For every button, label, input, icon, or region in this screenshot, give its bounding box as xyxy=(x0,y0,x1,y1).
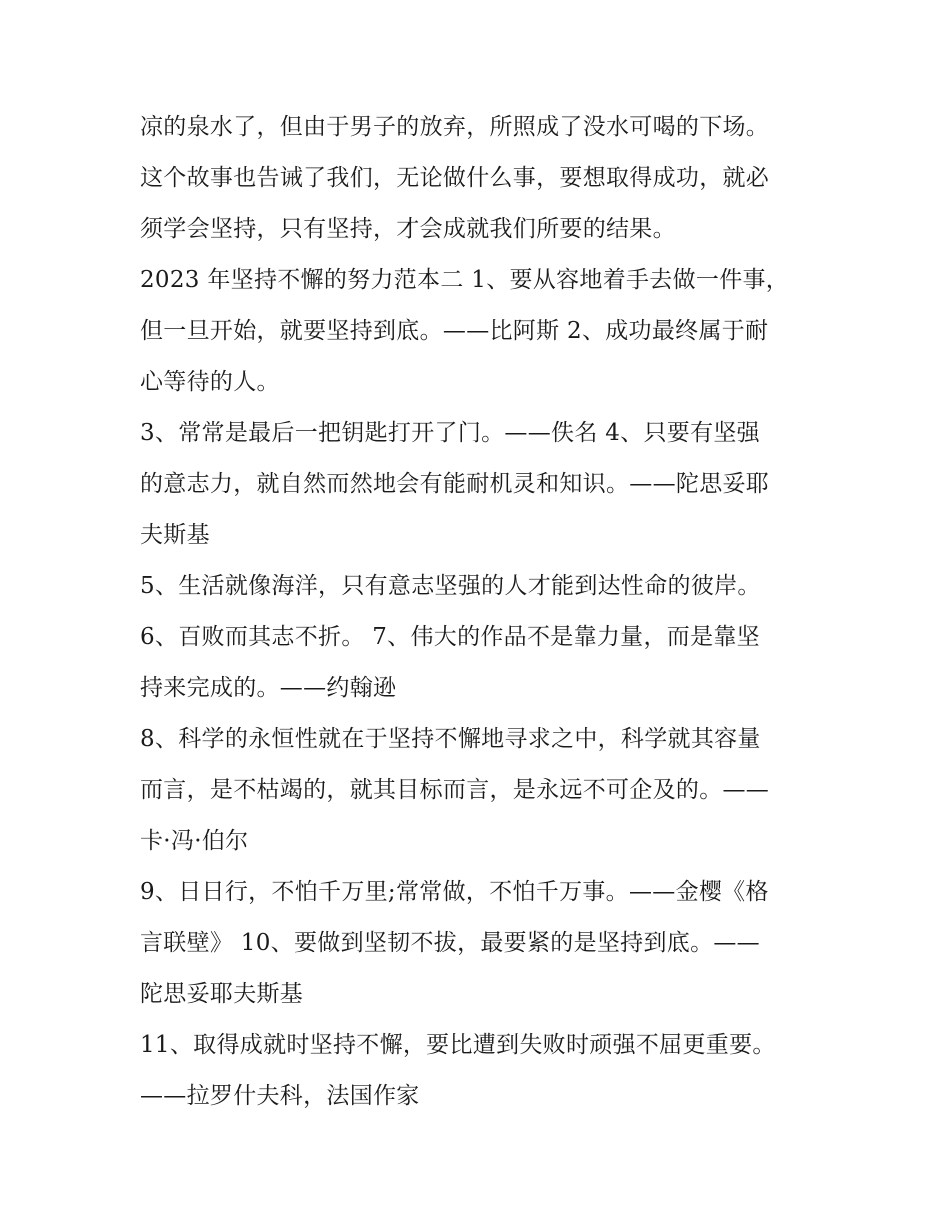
text-line: 心等待的人。 xyxy=(140,369,280,395)
document-body xyxy=(140,102,820,1122)
text-line: 9、日日行，不怕千万里;常常做，不怕千万事。——金樱《格 xyxy=(140,879,769,905)
text-line: 须学会坚持，只有坚持，才会成就我们所要的结果。 xyxy=(140,216,676,242)
text-line: 6、百败而其志不折。 7、伟大的作品不是靠力量，而是靠坚 xyxy=(140,624,760,650)
text-line: 卡·冯·伯尔 xyxy=(140,828,249,854)
text-line: 言联壁》 10、要做到坚韧不拔，最要紧的是坚持到底。—— xyxy=(140,930,760,956)
text-line: 但一旦开始，就要坚持到底。——比阿斯 2、成功最终属于耐 xyxy=(140,318,769,344)
text-line: 凉的泉水了，但由于男子的放弃，所照成了没水可喝的下场。 xyxy=(140,114,770,140)
text-line: 的意志力，就自然而然地会有能耐机灵和知识。——陀思妥耶 xyxy=(140,471,770,497)
text-line: 3、常常是最后一把钥匙打开了门。——佚名 4、只要有坚强 xyxy=(140,420,760,446)
text-line: 持来完成的。——约翰逊 xyxy=(140,675,397,701)
text-line: 这个故事也告诫了我们，无论做什么事，要想取得成功，就必 xyxy=(140,165,770,191)
text-line: 5、生活就像海洋，只有意志坚强的人才能到达性命的彼岸。 xyxy=(140,573,761,599)
text-line: 陀思妥耶夫斯基 xyxy=(140,981,304,1007)
text-line: 11、取得成就时坚持不懈，要比遭到失败时顽强不屈更重要。 xyxy=(140,1032,776,1058)
text-line: ——拉罗什夫科，法国作家 xyxy=(140,1083,420,1109)
text-line: 2023 年坚持不懈的努力范本二 1、要从容地着手去做一件事， xyxy=(140,267,790,293)
text-line: 夫斯基 xyxy=(140,522,210,548)
text-line: 而言，是不枯竭的，就其目标而言，是永远不可企及的。—— xyxy=(140,777,770,803)
text-line: 8、科学的永恒性就在于坚持不懈地寻求之中，科学就其容量 xyxy=(140,726,761,752)
